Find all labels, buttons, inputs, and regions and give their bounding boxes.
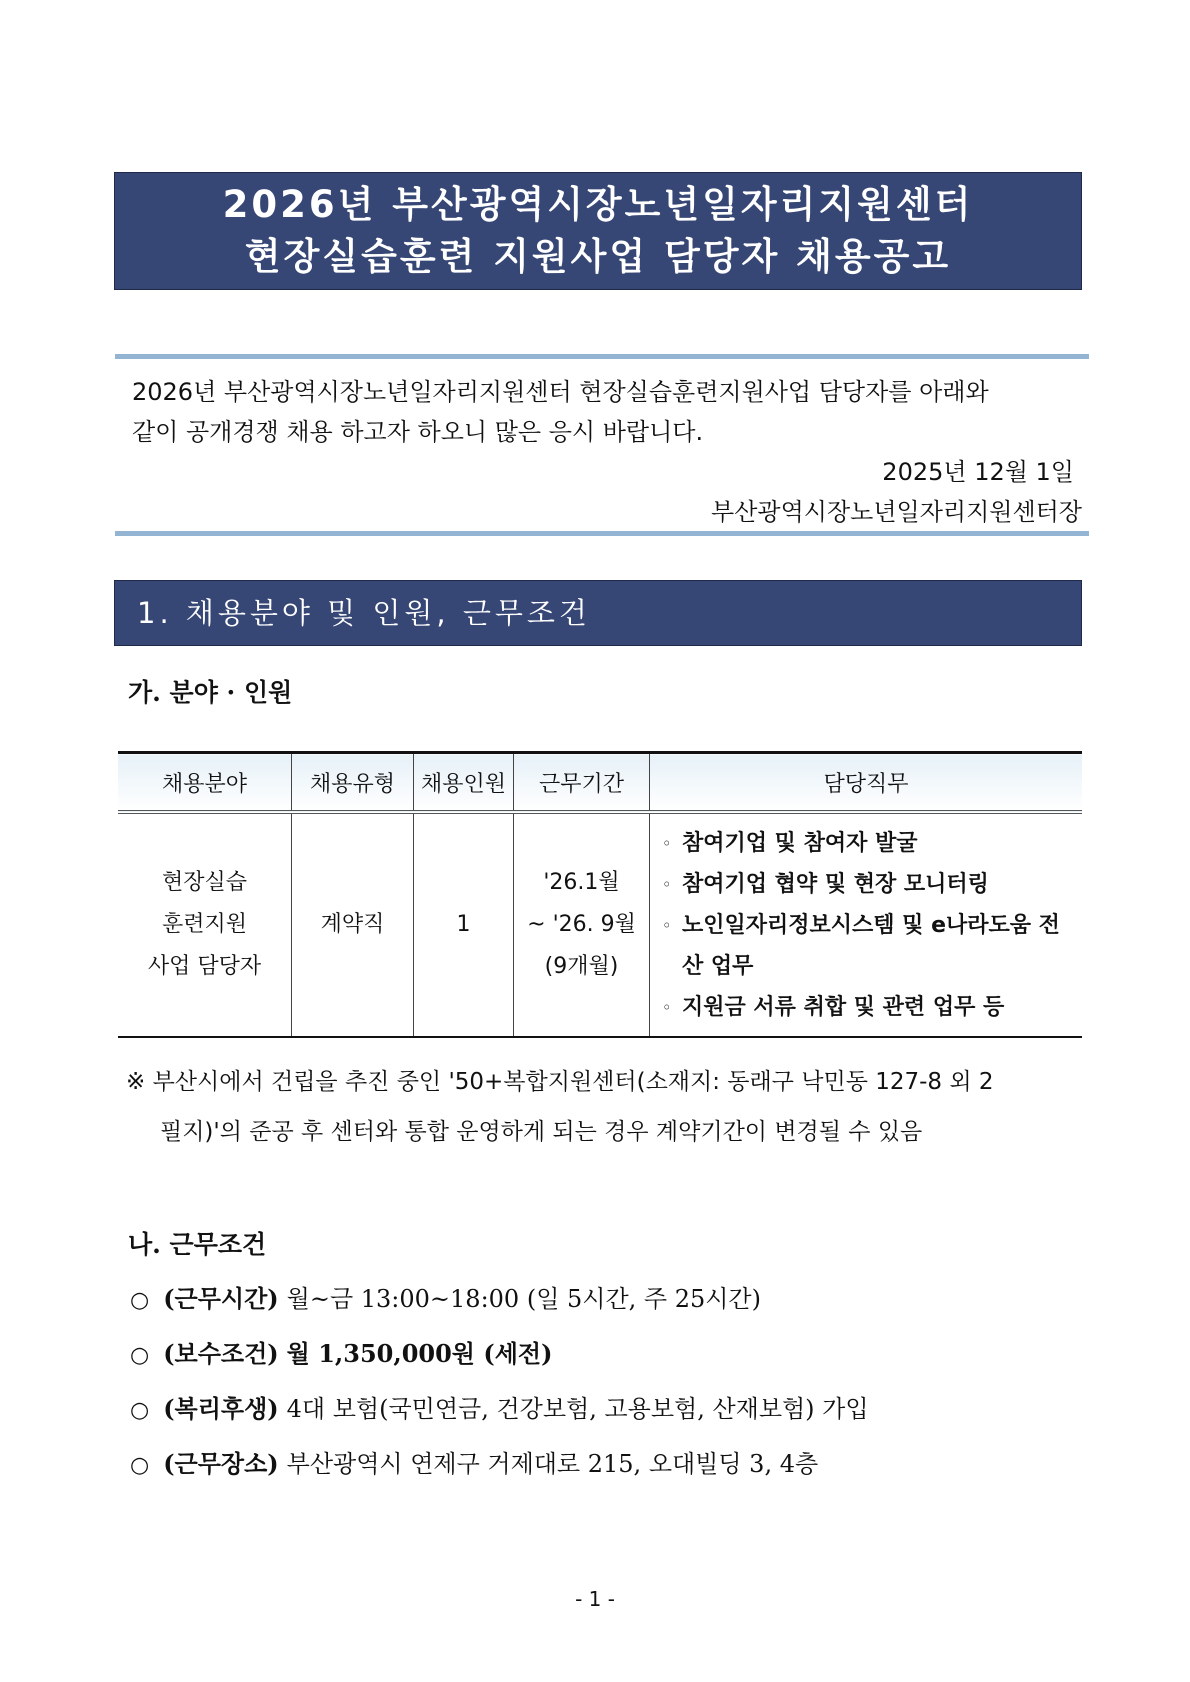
condition-item [130, 1279, 761, 1314]
circle-bullet-icon: ○ [130, 1288, 150, 1313]
duty-text: 지원금 서류 취합 및 관련 업무 등 [682, 994, 1005, 1020]
recruitment-table [118, 751, 1082, 1038]
condition-text: 부산광역시 연제구 거제대로 215, 오대빌딩 3, 4층 [286, 1450, 819, 1478]
intro-line1: 2026년 부산광역시장노년일자리지원센터 현장실습훈련지원사업 담당자를 아래와 [132, 378, 989, 406]
duty-text: 참여기업 및 참여자 발굴 [682, 830, 918, 856]
condition-text: 월~금 13:00~18:00 (일 5시간, 주 25시간) [286, 1285, 761, 1313]
circle-bullet-icon: ◦ [662, 915, 672, 935]
condition-text: 월 1,350,000원 (세전) [286, 1339, 553, 1368]
subsection-a-heading: 가. 분야 · 인원 [128, 678, 293, 707]
circle-bullet-icon: ○ [130, 1398, 150, 1423]
circle-bullet-icon: ○ [130, 1343, 150, 1368]
period-line: (9개월) [544, 954, 619, 979]
notice-title-line2: 현장실습훈련 지원사업 담당자 채용공고 [244, 235, 952, 278]
intro-line2: 같이 공개경쟁 채용 하고자 하오니 많은 응시 바랍니다. [132, 418, 704, 446]
condition-item [130, 1389, 869, 1424]
intro-paragraph [132, 372, 1082, 532]
header-duties: 담당직무 [650, 753, 1083, 813]
duty-item [662, 864, 1081, 905]
header-period: 근무기간 [514, 753, 650, 813]
period-line: ~ '26. 9월 [527, 912, 636, 937]
intro-date: 2025년 12월 1일 [882, 458, 1074, 486]
header-count: 채용인원 [414, 753, 514, 813]
cell-count: 1 [414, 812, 514, 1037]
contract-note [126, 1057, 1086, 1157]
field-line: 사업 담당자 [147, 954, 262, 979]
note-line1: ※ 부산시에서 건립을 추진 중인 '50+복합지원센터(소재지: 동래구 낙민동 127-8 외 2 [126, 1069, 994, 1095]
intro-bottom-rule [115, 531, 1089, 536]
duty-text: 노인일자리정보시스템 및 e나라도움 전산 업무 [682, 912, 1060, 979]
condition-item [130, 1444, 818, 1479]
circle-bullet-icon: ◦ [662, 874, 672, 894]
header-type: 채용유형 [292, 753, 414, 813]
section1-heading: 1. 채용분야 및 인원, 근무조건 [114, 580, 1082, 646]
duty-text: 참여기업 협약 및 현장 모니터링 [682, 871, 989, 897]
condition-label: (복리후생) [163, 1394, 279, 1423]
circle-bullet-icon: ◦ [662, 997, 672, 1017]
condition-label: (보수조건) [163, 1339, 279, 1368]
intro-top-rule [115, 354, 1089, 359]
cell-type: 계약직 [292, 812, 414, 1037]
condition-text: 4대 보험(국민연금, 건강보험, 고용보험, 산재보험) 가입 [286, 1395, 869, 1423]
period-line: '26.1월 [543, 870, 620, 895]
note-line2: 필지)'의 준공 후 센터와 통합 운영하게 되는 경우 계약기간이 변경될 수 있음 [160, 1119, 923, 1145]
table-row [118, 812, 1082, 1037]
duty-item [662, 823, 1081, 864]
duty-item [662, 987, 1081, 1028]
table-header-row [118, 753, 1082, 813]
field-line: 훈련지원 [161, 912, 247, 937]
notice-title-box [114, 172, 1082, 290]
page-number: - 1 - [575, 1587, 615, 1611]
intro-signer: 부산광역시장노년일자리지원센터장 [711, 498, 1082, 526]
cell-field [118, 812, 292, 1037]
condition-item [130, 1334, 552, 1369]
duty-item [662, 905, 1081, 987]
condition-label: (근무시간) [163, 1284, 279, 1313]
circle-bullet-icon: ○ [130, 1453, 150, 1478]
cell-duties [650, 812, 1083, 1037]
circle-bullet-icon: ◦ [662, 833, 672, 853]
header-field: 채용분야 [118, 753, 292, 813]
field-line: 현장실습 [161, 870, 247, 895]
cell-period [514, 812, 650, 1037]
condition-label: (근무장소) [163, 1449, 279, 1478]
notice-title-line1: 2026년 부산광역시장노년일자리지원센터 [222, 183, 974, 226]
subsection-b-heading: 나. 근무조건 [128, 1230, 267, 1259]
